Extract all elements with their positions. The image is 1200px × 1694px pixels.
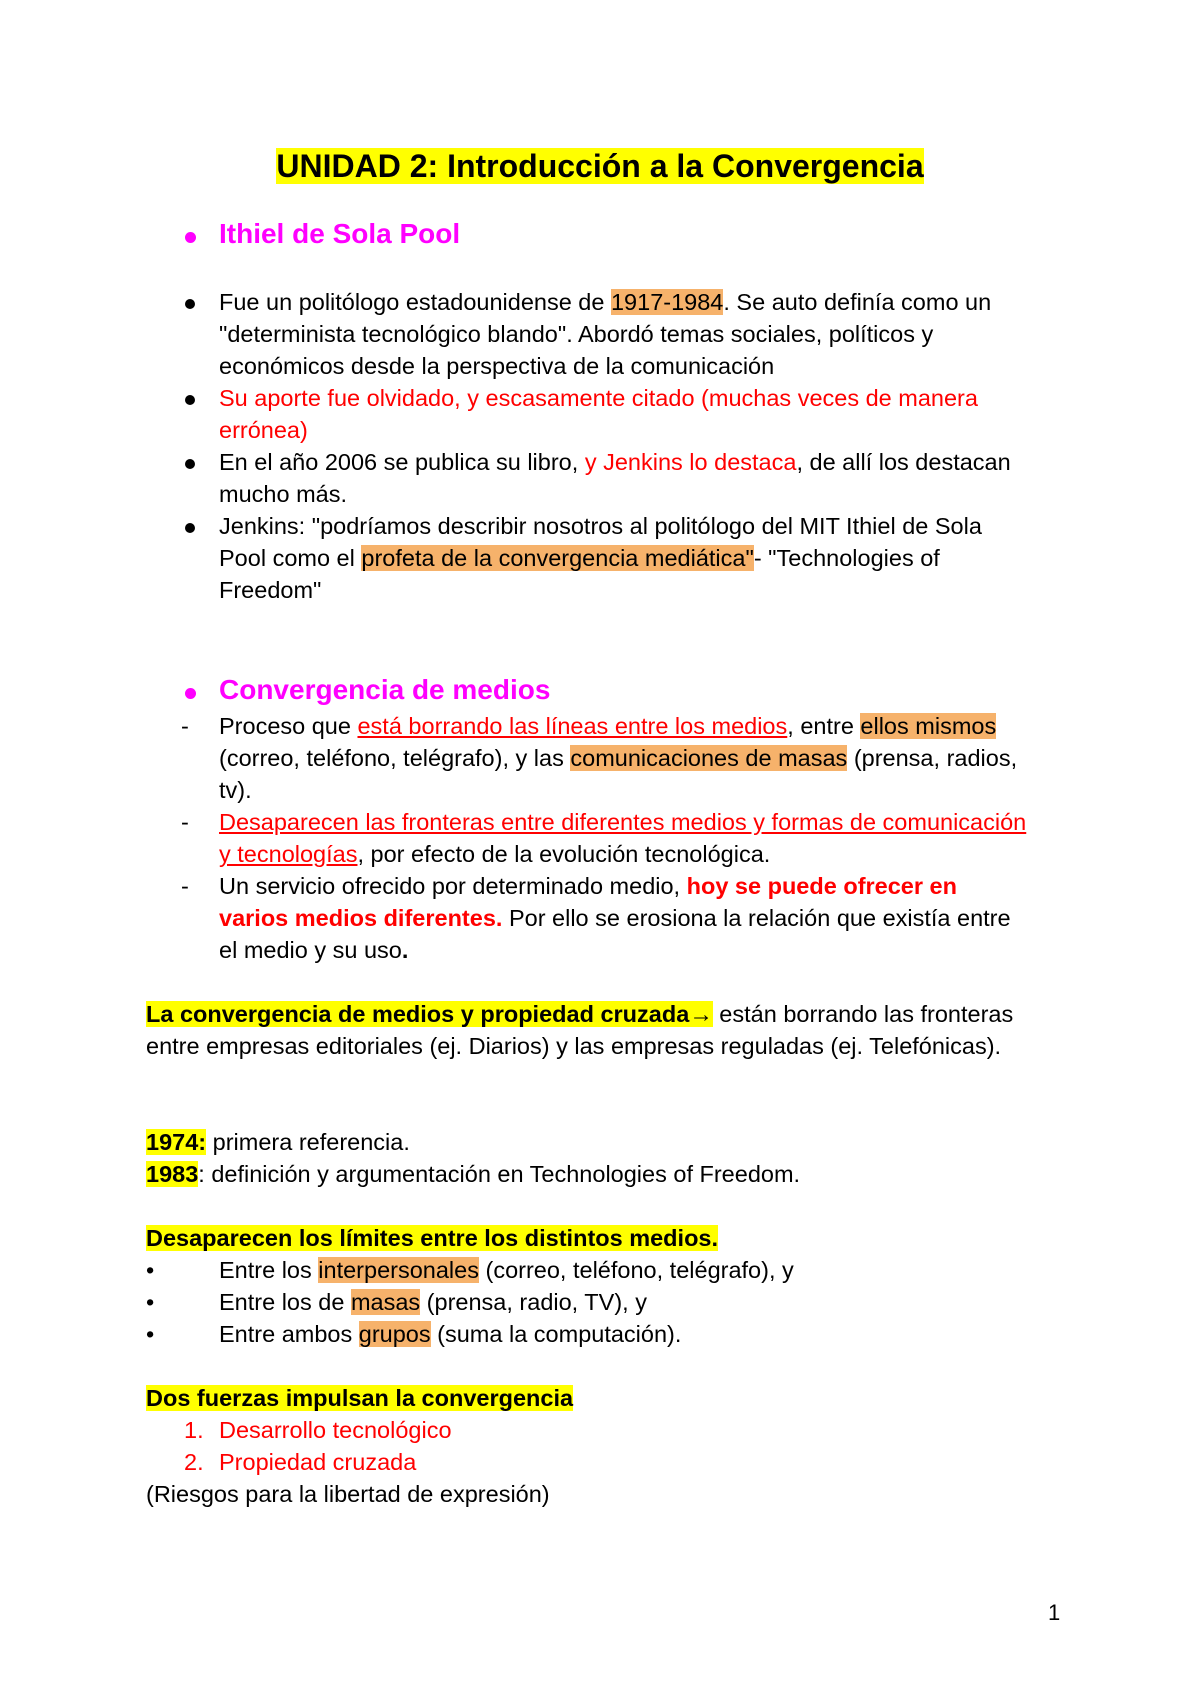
list-item-line: Freedom"	[219, 577, 322, 603]
bullet-icon	[185, 523, 195, 533]
list-number: 2.	[184, 1449, 204, 1475]
heading-bullet-icon	[185, 688, 196, 699]
list-item-line: Entre ambos grupos (suma la computación).	[219, 1321, 682, 1347]
year-line: 1974: primera referencia.	[146, 1129, 410, 1155]
list-item-line: el medio y su uso.	[219, 937, 409, 963]
bullet-icon	[185, 299, 195, 309]
page-title: UNIDAD 2: Introducción a la Convergencia	[276, 148, 924, 184]
list-item-line: Proceso que está borrando las líneas entre los medios, entre ellos mismos	[219, 713, 997, 739]
list-item-line: Desaparecen las fronteras entre diferentes medios y formas de comunicación	[219, 809, 1027, 835]
list-item-line: Desarrollo tecnológico	[219, 1417, 452, 1443]
bullet-icon: •	[146, 1321, 155, 1347]
list-item-line: Propiedad cruzada	[219, 1449, 417, 1475]
list-item-line: (correo, teléfono, telégrafo), y las comunicaciones de masas (prensa, radios,	[219, 745, 1018, 771]
forces-heading: Dos fuerzas impulsan la convergencia	[146, 1385, 574, 1411]
paragraph-line: (Riesgos para la libertad de expresión)	[146, 1481, 550, 1507]
section-heading-convergencia: Convergencia de medios	[219, 674, 551, 705]
dash-marker: -	[181, 809, 189, 835]
list-item-line: Entre los de masas (prensa, radio, TV), y	[219, 1289, 647, 1315]
page-number: 1	[1048, 1600, 1061, 1625]
section-heading-ithiel: Ithiel de Sola Pool	[219, 218, 461, 249]
dash-marker: -	[181, 713, 189, 739]
bullet-icon	[185, 459, 195, 469]
limits-heading: Desaparecen los límites entre los distintos medios.	[146, 1225, 719, 1251]
list-item-line: tv).	[219, 777, 252, 803]
list-item-line: económicos desde la perspectiva de la comunicación	[219, 353, 775, 379]
list-item-line: Su aporte fue olvidado, y escasamente citado (muchas veces de manera	[219, 385, 978, 411]
list-item-line: Jenkins: "podríamos describir nosotros al politólogo del MIT Ithiel de Sola	[219, 513, 982, 539]
list-item-line: Pool como el profeta de la convergencia mediática"- "Technologies of	[219, 545, 940, 571]
list-item-line: mucho más.	[219, 481, 347, 507]
heading-bullet-icon	[185, 232, 196, 243]
year-line: 1983: definición y argumentación en Technologies of Freedom.	[146, 1161, 801, 1187]
bullet-icon: •	[146, 1289, 155, 1315]
list-item-line: varios medios diferentes. Por ello se erosiona la relación que existía entre	[219, 905, 1011, 931]
list-item-line: Un servicio ofrecido por determinado medio, hoy se puede ofrecer en	[219, 873, 957, 899]
list-item-line: y tecnologías, por efecto de la evolución tecnológica.	[219, 841, 771, 867]
paragraph-line: entre empresas editoriales (ej. Diarios) y las empresas reguladas (ej. Telefónicas).	[146, 1033, 1002, 1059]
list-item-line: errónea)	[219, 417, 308, 443]
list-number: 1.	[184, 1417, 204, 1443]
paragraph-line: La convergencia de medios y propiedad cruzada→ están borrando las fronteras	[146, 1001, 1014, 1027]
list-item-line: Fue un politólogo estadounidense de 1917-1984. Se auto definía como un	[219, 289, 992, 315]
dash-marker: -	[181, 873, 189, 899]
bullet-icon: •	[146, 1257, 155, 1283]
list-item-line: Entre los interpersonales (correo, teléfono, telégrafo), y	[219, 1257, 794, 1283]
bullet-icon	[185, 395, 195, 405]
list-item-line: "determinista tecnológico blando". Abordó temas sociales, políticos y	[219, 321, 934, 347]
list-item-line: En el año 2006 se publica su libro, y Jenkins lo destaca, de allí los destacan	[219, 449, 1011, 475]
